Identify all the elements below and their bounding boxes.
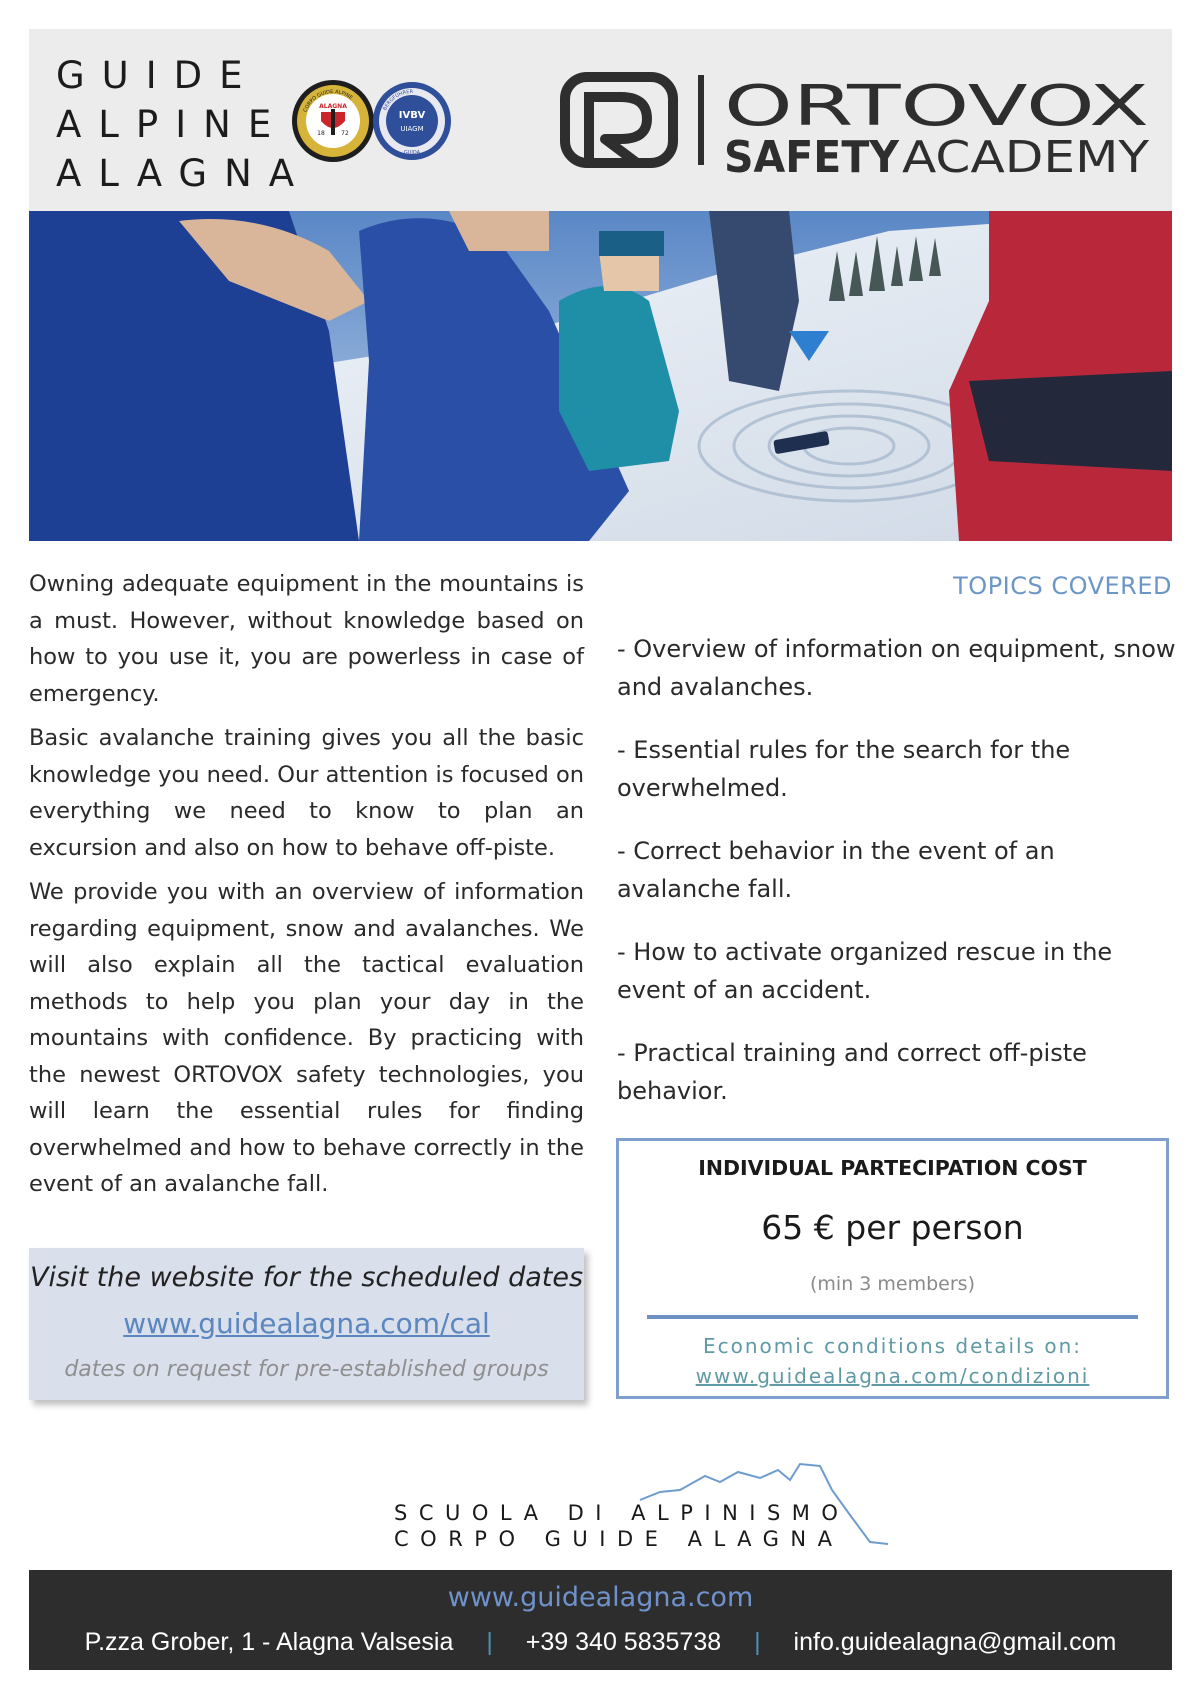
intro-paragraph: Basic avalanche training gives you all the basic knowledge you need. Our attention is focused on everything we need to know to plan an excursion and also on how to behave off-piste. — [29, 725, 584, 861]
school-line-2: CORPO GUIDE ALAGNA — [394, 1527, 844, 1551]
website-dates-box — [29, 1248, 584, 1400]
guide-alpine-alagna-title — [56, 51, 311, 198]
footer-separator: | — [754, 1628, 761, 1656]
svg-text:IVBV: IVBV — [398, 110, 426, 121]
svg-text:CORPO GUIDE ALPINE: CORPO GUIDE ALPINE — [302, 88, 354, 114]
footer-bar — [29, 1570, 1172, 1670]
topic-item: - Overview of information on equipment, snow and avalanches. — [617, 635, 1176, 701]
corpo-guide-badge-icon — [291, 79, 375, 163]
svg-text:72: 72 — [341, 130, 349, 137]
footer-website-link[interactable]: www.guidealagna.com — [447, 1582, 754, 1613]
svg-text:SAFETY: SAFETY — [724, 132, 901, 177]
ivbv-badge-icon — [372, 81, 452, 161]
title-line-2: ALPINE — [56, 103, 289, 146]
footer-address: P.zza Grober, 1 - Alagna Valsesia — [84, 1628, 454, 1656]
school-line-1: SCUOLA DI ALPINISMO — [394, 1501, 850, 1525]
ortovox-symbol-icon — [565, 77, 673, 163]
calendar-link[interactable]: www.guidealagna.com/cal — [123, 1307, 490, 1340]
avalanche-training-photo — [29, 211, 1172, 541]
school-name — [394, 1500, 849, 1552]
economic-conditions-label: Economic conditions details on: — [702, 1334, 1083, 1358]
min-members-note: (min 3 members) — [810, 1273, 975, 1295]
footer-email[interactable]: info.guidealagna@gmail.com — [793, 1628, 1117, 1656]
svg-text:BERGFÜHRER: BERGFÜHRER — [382, 88, 414, 112]
svg-text:ACADEMY: ACADEMY — [902, 132, 1150, 177]
svg-text:ORTOVOX: ORTOVOX — [724, 74, 1149, 139]
topic-item: - Essential rules for the search for the overwhelmed. — [617, 736, 1071, 802]
title-line-3: ALAGNA — [56, 152, 312, 195]
footer-phone[interactable]: +39 340 5835738 — [525, 1628, 722, 1656]
topic-item: - Practical training and correct off-piste behavior. — [617, 1039, 1087, 1105]
price-text: 65 € per person — [761, 1208, 1024, 1247]
topic-item: - Correct behavior in the event of an avalanche fall. — [617, 837, 1055, 903]
divider — [647, 1315, 1138, 1319]
svg-text:UIAGM: UIAGM — [400, 125, 424, 133]
title-line-1: GUIDE — [56, 54, 260, 97]
ortovox-safety-academy-logo — [559, 67, 1159, 177]
topics-list — [617, 630, 1177, 1135]
cost-title: INDIVIDUAL PARTECIPATION COST — [698, 1156, 1087, 1180]
svg-text:GUIDA: GUIDA — [403, 150, 421, 156]
intro-paragraph: Owning adequate equipment in the mountains is a must. However, without knowledge based on how to you use it, you are powerless in case of emergency. — [29, 571, 584, 707]
dates-on-request-note: dates on request for pre-established groups — [64, 1357, 549, 1382]
svg-text:18: 18 — [317, 130, 325, 137]
footer-separator: | — [486, 1628, 493, 1656]
topic-item: - How to activate organized rescue in the event of an accident. — [617, 938, 1113, 1004]
svg-text:ALAGNA: ALAGNA — [319, 103, 347, 110]
economic-conditions-link[interactable]: www.guidealagna.com/condizioni — [695, 1364, 1090, 1388]
visit-website-text: Visit the website for the scheduled dates — [29, 1262, 584, 1293]
participation-cost-box — [616, 1138, 1169, 1399]
topics-heading: TOPICS COVERED — [953, 572, 1172, 600]
intro-paragraph: We provide you with an overview of information regarding equipment, snow and avalanches. We will also explain all the tactical evaluation methods to help you plan your day in the mountains with confidence. By practicing with the newest ORTOVOX safety technologies, you will learn the essential rules for finding overwhelmed and how to behave correctly in the event of an avalanche fall. — [29, 879, 584, 1197]
intro-text — [29, 566, 584, 1211]
footer-contacts — [29, 1624, 1172, 1660]
header-band — [29, 29, 1172, 211]
